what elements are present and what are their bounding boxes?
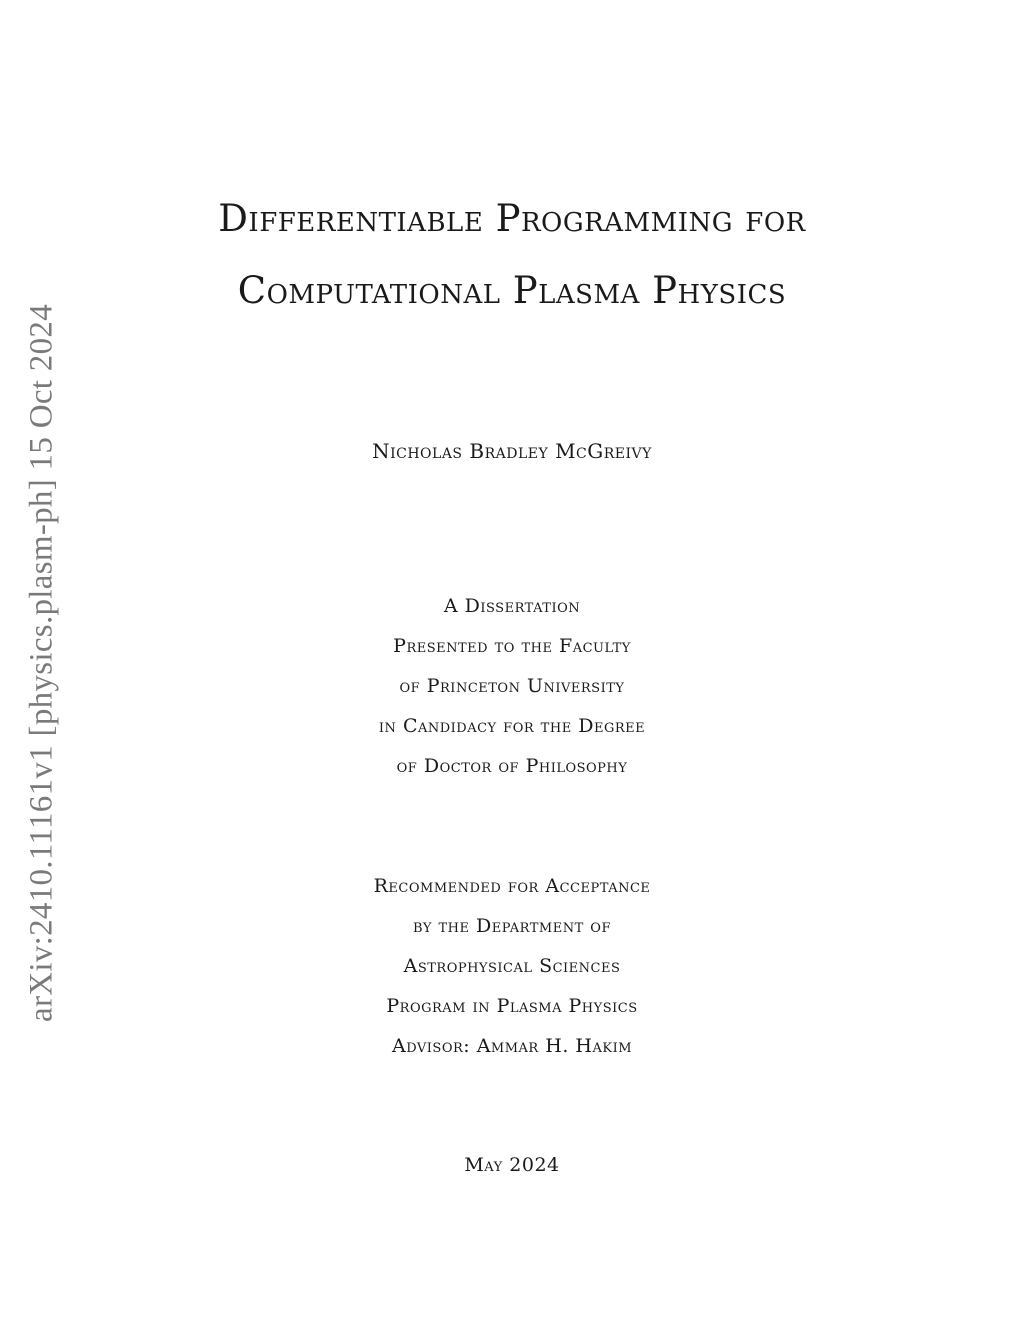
dissertation-line: of Doctor of Philosophy xyxy=(396,755,628,777)
recommendation-line: Recommended for Acceptance xyxy=(373,875,651,897)
recommendation-line: Program in Plasma Physics xyxy=(386,995,638,1017)
submission-date: May 2024 xyxy=(464,1154,560,1176)
recommendation-statement xyxy=(0,866,1024,1066)
dissertation-line: in Candidacy for the Degree xyxy=(378,715,646,737)
title-line-2: Computational Plasma Physics xyxy=(237,269,787,312)
dissertation-line: of Princeton University xyxy=(399,675,625,697)
arxiv-stamp: arXiv:2410.11161v1 [physics.plasm-ph] 15 Oct 2024 xyxy=(23,304,60,1022)
recommendation-line: by the Department of xyxy=(413,915,611,937)
recommendation-line: Astrophysical Sciences xyxy=(403,955,621,977)
dissertation-line: A Dissertation xyxy=(443,595,581,617)
dissertation-line: Presented to the Faculty xyxy=(393,635,631,657)
author-name: Nicholas Bradley McGreivy xyxy=(372,439,652,463)
dissertation-statement xyxy=(0,586,1024,786)
title-line-1: Differentiable Programming for xyxy=(218,197,806,240)
recommendation-line: Advisor: Ammar H. Hakim xyxy=(391,1035,633,1057)
